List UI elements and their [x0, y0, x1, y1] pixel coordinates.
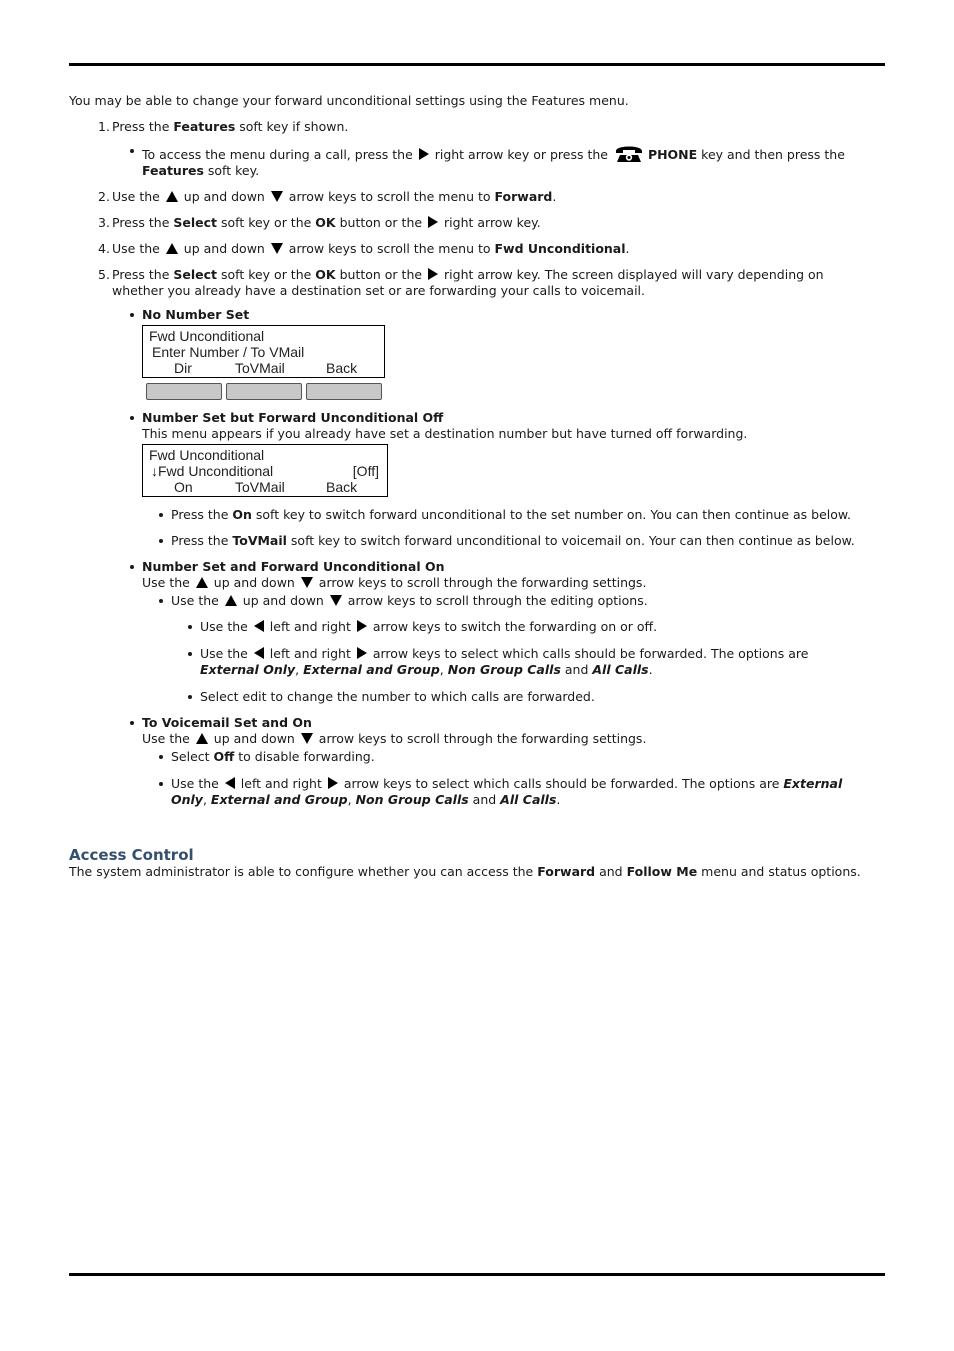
- softkey-label: Back: [326, 360, 358, 376]
- up-arrow-icon: [166, 191, 178, 202]
- header-rule: [69, 63, 885, 66]
- left-arrow-icon: [225, 777, 235, 789]
- phone-key-icon: [614, 143, 644, 163]
- list-item: Press the On soft key to switch forward unconditional to the set number on. You can then continue as below.: [171, 507, 869, 523]
- list-item: Use the left and right arrow keys to select which calls should be forwarded. The options are External Only, External and Group, Non Group Calls and All Calls.: [171, 776, 869, 808]
- scenario-list: [142, 307, 869, 808]
- document-body: [69, 93, 869, 880]
- access-control-paragraph: The system administrator is able to configure whether you can access the Forward and Follow Me menu and status options.: [69, 864, 861, 879]
- scenario-voicemail-on: To Voicemail Set and On Use the up and down arrow keys to scroll through the forwarding settings. Select Off to disable forwarding. Use the left and right arrow keys to select which calls should be forwarded. The options are External Only, External and Group, Non Group Calls and All Calls.: [142, 715, 869, 808]
- list-item: Select edit to change the number to which calls are forwarded.: [200, 689, 869, 705]
- soft-key-2: [226, 383, 302, 400]
- step-1-sublist: [142, 143, 869, 179]
- scenario-number-set-off: Number Set but Forward Unconditional Off This menu appears if you already have set a destination number but have turned off forwarding. Fwd Unconditional ↓Fwd Unconditional [Off] On ToVMail Back Press the On soft key to switch forward unconditional to the set number on. You can then continue as below. Press the ToVMail soft key to switch forward unconditional to voicemail on. Your can then continue as below.: [142, 410, 869, 549]
- soft-key-1: [146, 383, 222, 400]
- left-arrow-icon: [254, 620, 264, 632]
- right-arrow-icon: [328, 777, 338, 789]
- list-item: Select Off to disable forwarding.: [171, 749, 869, 765]
- steps-list: [69, 119, 869, 808]
- phone-display-no-number: Fwd Unconditional Enter Number / To VMail Dir ToVMail Back: [142, 325, 385, 378]
- down-arrow-icon: [301, 577, 313, 588]
- scenario-no-number: No Number Set Fwd Unconditional Enter Number / To VMail Dir ToVMail Back: [142, 307, 869, 400]
- step-4: 4. Use the up and down arrow keys to scroll the menu to Fwd Unconditional.: [98, 241, 630, 256]
- down-arrow-icon: [271, 191, 283, 202]
- down-arrow-icon: [271, 243, 283, 254]
- right-arrow-icon: [357, 647, 367, 659]
- right-arrow-icon: [428, 216, 438, 228]
- footer-rule: [69, 1273, 885, 1276]
- soft-key-3: [306, 383, 382, 400]
- right-arrow-icon: [428, 268, 438, 280]
- down-arrow-icon: [330, 595, 342, 606]
- softkey-label: Dir: [174, 360, 192, 376]
- softkey-label: ToVMail: [235, 360, 285, 376]
- soft-key-buttons: [146, 383, 869, 400]
- list-item: Use the left and right arrow keys to switch the forwarding on or off.: [200, 619, 869, 635]
- step-3: 3. Press the Select soft key or the OK button or the right arrow key.: [98, 215, 541, 230]
- softkey-label: On: [174, 479, 193, 495]
- softkey-label: ToVMail: [235, 479, 285, 495]
- softkey-label: Back: [326, 479, 358, 495]
- up-arrow-icon: [166, 243, 178, 254]
- section-heading-access-control: Access Control: [69, 846, 194, 864]
- right-arrow-icon: [357, 620, 367, 632]
- list-item: Use the left and right arrow keys to select which calls should be forwarded. The options are External Only, External and Group, Non Group Calls and All Calls.: [200, 646, 869, 678]
- intro-paragraph: You may be able to change your forward unconditional settings using the Features menu.: [69, 93, 629, 108]
- up-arrow-icon: [225, 595, 237, 606]
- phone-display-number-set-off: Fwd Unconditional ↓Fwd Unconditional [Off] On ToVMail Back: [142, 444, 388, 497]
- step-5: 5. Press the Select soft key or the OK button or the right arrow key. The screen displayed will vary depending on whether you already have a destination set or are forwarding your calls to voicemail. No Number Set Fwd Unconditional Enter Number / To VMail Dir ToVMail Back Number Set but Forward Unconditional Off This menu appears if you already have set a destination number but have turned off forwarding. Fwd Unconditional ↓Fwd Unconditional [Off] On ToVMail Back Press the On soft key to switch forward unconditional to the set number on. You can then continue as below. Press the ToVMail soft key to switch forward unconditional to voicemail on. Your can then continue as below. Number Set and Forward Unconditional On Use the up and down arrow keys to scroll through the forwarding settings. Use the up and down arrow keys to scroll through the editing options. Use the left and right arrow keys to switch the forwarding on or off. Use the left and right arrow keys to select which calls should be forwarded. The options are External Only, External and Group, Non Group Calls and All Calls. Select edit to change the number to which calls are forwarded. To Voicemail Set and On Use the up and down arrow keys to scroll through the forwarding settings. Select Off to disable forwarding. Use the left and right arrow keys to select which calls should be forwarded. The options are External Only, External and Group, Non Group Calls and All Calls.: [69, 267, 869, 808]
- up-arrow-icon: [196, 577, 208, 588]
- list-item: Press the ToVMail soft key to switch forward unconditional to voicemail on. Your can then continue as below.: [171, 533, 869, 549]
- step-1: 1. Press the Features soft key if shown. To access the menu during a call, press the right arrow key or press the PHONE key and then press the Features soft key.: [69, 119, 869, 179]
- left-arrow-icon: [254, 647, 264, 659]
- down-arrow-icon: [301, 733, 313, 744]
- scenario-number-set-on: Number Set and Forward Unconditional On Use the up and down arrow keys to scroll through the forwarding settings. Use the up and down arrow keys to scroll through the editing options. Use the left and right arrow keys to switch the forwarding on or off. Use the left and right arrow keys to select which calls should be forwarded. The options are External Only, External and Group, Non Group Calls and All Calls. Select edit to change the number to which calls are forwarded.: [142, 559, 869, 705]
- step-2: 2. Use the up and down arrow keys to scroll the menu to Forward.: [98, 189, 557, 204]
- up-arrow-icon: [196, 733, 208, 744]
- list-item: To access the menu during a call, press the right arrow key or press the PHONE key and then press the Features soft key.: [142, 143, 869, 179]
- right-arrow-icon: [419, 148, 429, 160]
- list-item: Use the up and down arrow keys to scroll through the editing options. Use the left and right arrow keys to switch the forwarding on or off. Use the left and right arrow keys to select which calls should be forwarded. The options are External Only, External and Group, Non Group Calls and All Calls. Select edit to change the number to which calls are forwarded.: [171, 593, 869, 705]
